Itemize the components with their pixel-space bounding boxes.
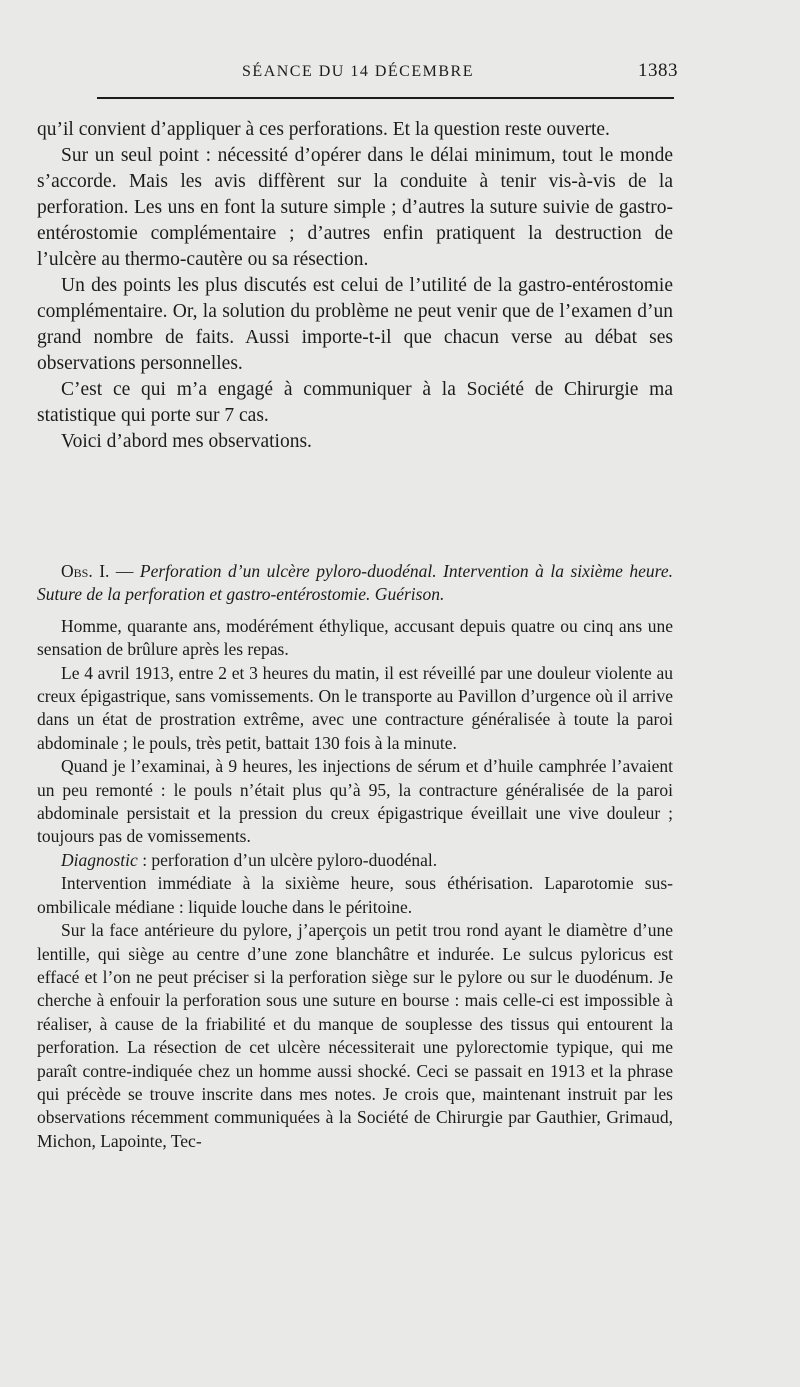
page-number: 1383 — [638, 60, 678, 81]
paragraph: Intervention immédiate à la sixième heure, sous éthérisation. Laparotomie sus-ombilicale médiane : liquide louche dans le péritoine. — [37, 873, 673, 917]
observation-section — [37, 560, 673, 1153]
paragraph: Sur un seul point : nécessité d’opérer dans le délai minimum, tout le monde s’accorde. Mais les avis diffèrent sur la conduite à tenir vis-à-vis de la perforation. Les uns en font la suture simple ; d’autres la suture suivie de gastro-entérostomie complémentaire ; d’autres enfin pratiquent la destruction de l’ulcère au thermo-cautère ou sa résection. — [37, 145, 673, 270]
paragraph: Voici d’abord mes observations. — [61, 431, 312, 452]
diagnostic-paragraph — [37, 849, 673, 872]
paragraph: Sur la face antérieure du pylore, j’aperçois un petit trou rond ayant le diamètre d’une lentille, qui siège au centre d’une zone blanchâtre et indurée. Le sulcus pyloricus est effacé et l’on ne peut préciser si la perforation siège sur le pylore ou sur le duodénum. Je cherche à enfouir la perforation sous une suture en bourse : mais celle-ci est impossible à réaliser, à cause de la friabilité et du manque de souplesse des tissus qui entourent la perforation. La résection de cet ulcère nécessiterait une pylorectomie typique, qui me paraît contre-indiquée chez un homme aussi shocké. Ceci se passait en 1913 et la phrase qui précède se trouve inscrite dans mes notes. Je crois que, maintenant instruit par les observations récemment communiquées à la Société de Chirurgie par Gauthier, Grimaud, Michon, Lapointe, Tec- — [37, 920, 673, 1151]
running-header — [38, 60, 678, 84]
header-rule — [97, 97, 674, 99]
paragraph: Homme, quarante ans, modérément éthylique, accusant depuis quatre ou cinq ans une sensation de brûlure après les repas. — [37, 615, 673, 660]
diagnostic-label: Diagnostic — [61, 849, 138, 870]
paragraph: Le 4 avril 1913, entre 2 et 3 heures du matin, il est réveillé par une douleur violente au creux épigastrique, sans vomissements. On le transporte au Pavillon d’urgence où il arrive dans un état de prostration extrême, avec une contracture généralisée à toute la paroi abdominale ; le pouls, très petit, battait 130 fois à la minute. — [37, 662, 673, 753]
observation-title: Perforation d’un ulcère pyloro-duodénal. Intervention à la sixième heure. Suture de la perforation et gastro-entérostomie. Guérison. — [37, 561, 673, 605]
observation-label: Obs. I. — [61, 561, 110, 581]
paragraph: C’est ce qui m’a engagé à communiquer à la Société de Chirurgie ma statistique qui porte sur 7 cas. — [37, 379, 673, 426]
running-title: SÉANCE DU 14 DÉCEMBRE — [242, 63, 474, 80]
paragraph: qu’il convient d’appliquer à ces perforations. Et la question reste ouverte. — [37, 119, 610, 140]
paragraph: Un des points les plus discutés est celui de l’utilité de la gastro-entérostomie complémentaire. Or, la solution du problème ne peut venir que de l’examen d’un grand nombre de faits. Aussi importe-t-il que chacun verse au débat ses observations personnelles. — [37, 275, 673, 374]
paragraph: Quand je l’examinai, à 9 heures, les injections de sérum et d’huile camphrée l’avaient un peu remonté : le pouls n’était plus qu’à 95, la contracture généralisée de la paroi abdominale persistait et la pression du creux épigastrique éveillait une vive douleur ; toujours pas de vomissements. — [37, 756, 673, 847]
observation-dash: — — [109, 561, 140, 581]
main-text — [37, 117, 673, 455]
observation-heading — [37, 560, 673, 607]
diagnostic-text: : perforation d’un ulcère pyloro-duodénal. — [137, 849, 438, 870]
